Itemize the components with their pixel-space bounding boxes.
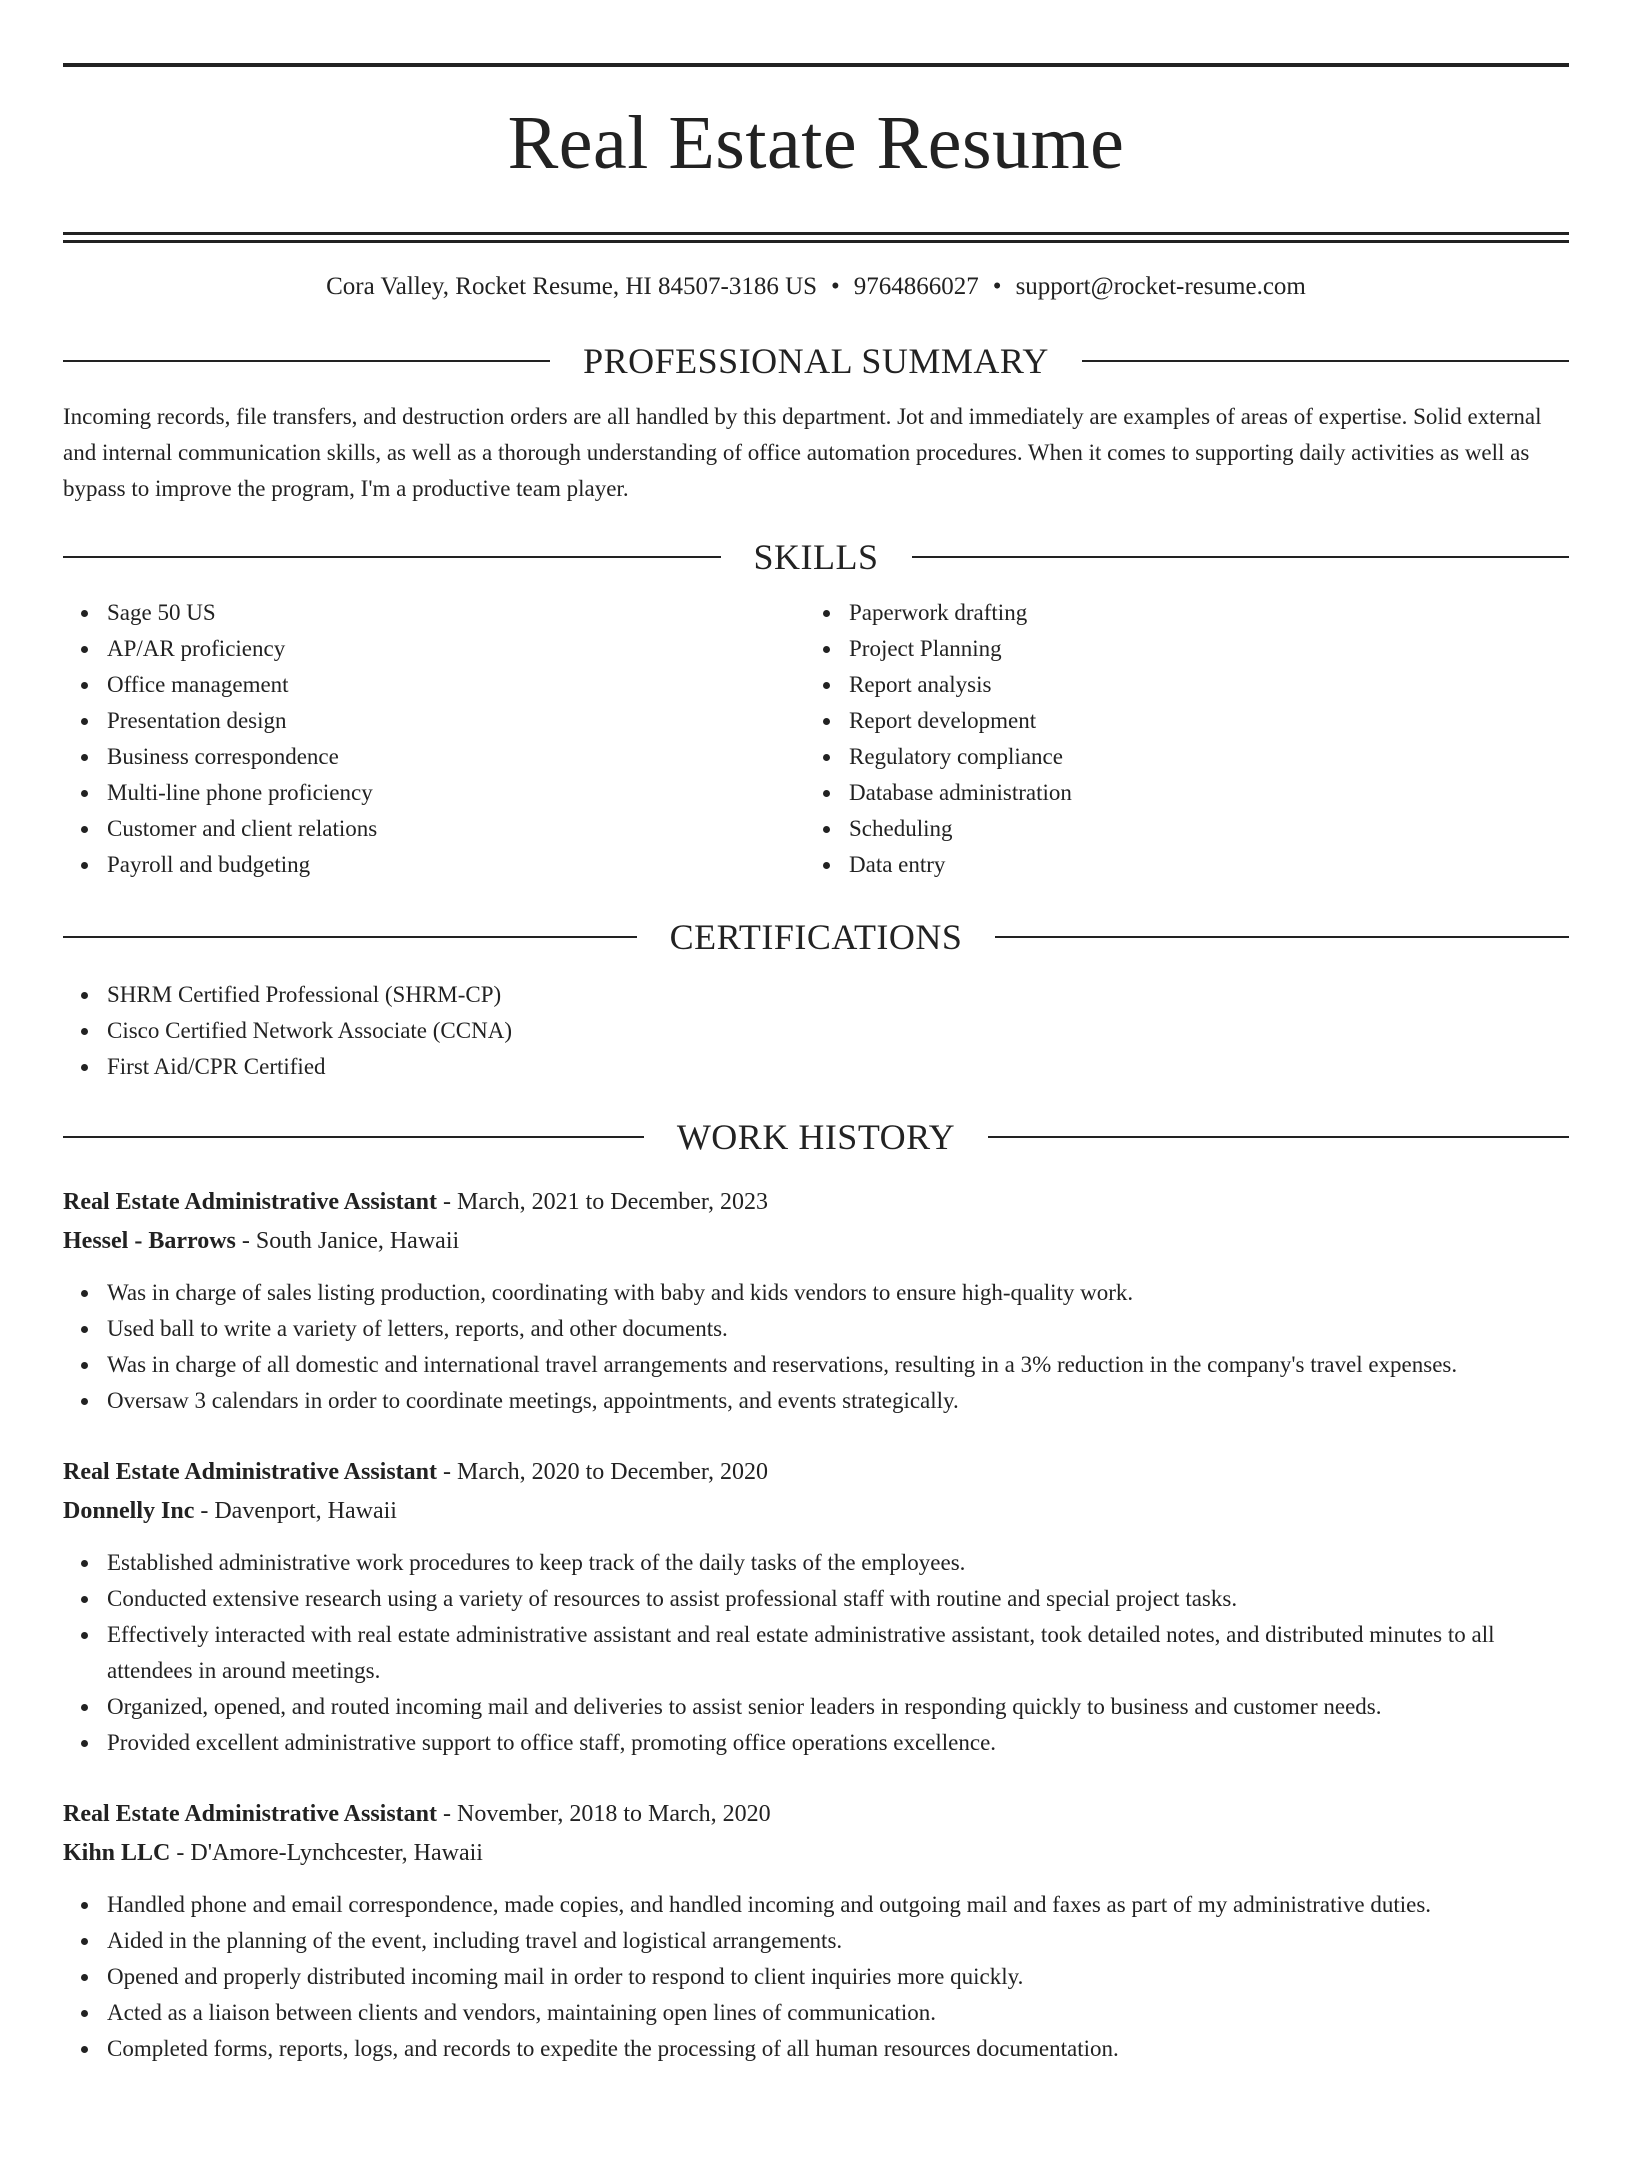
certification-item: SHRM Certified Professional (SHRM-CP) — [107, 977, 1569, 1013]
job-entry — [63, 1453, 1569, 1761]
job-company: Hessel - Barrows — [63, 1227, 236, 1254]
job-bullet: Acted as a liaison between clients and vendors, maintaining open lines of communication. — [107, 1995, 1569, 2031]
job-company-line — [63, 1492, 1569, 1531]
job-bullet: Conducted extensive research using a variety of resources to assist professional staff with routine and special project tasks. — [107, 1581, 1569, 1617]
job-bullet: Aided in the planning of the event, including travel and logistical arrangements. — [107, 1923, 1569, 1959]
title-rule-lower — [63, 240, 1569, 243]
certification-item: First Aid/CPR Certified — [107, 1049, 1569, 1085]
job-bullets — [63, 1887, 1569, 2067]
heading-rule-left — [63, 556, 721, 558]
skill-item: Payroll and budgeting — [107, 847, 849, 883]
job-company: Donnelly Inc — [63, 1497, 195, 1524]
section-title: SKILLS — [753, 536, 879, 577]
skill-item: Data entry — [849, 847, 1569, 883]
job-location: - South Janice, Hawaii — [235, 1227, 460, 1254]
job-company-line — [63, 1222, 1569, 1261]
job-dates: - November, 2018 to March, 2020 — [437, 1800, 771, 1827]
heading-rule-left — [63, 936, 637, 938]
skill-item: Paperwork drafting — [849, 595, 1569, 631]
section-heading-summary — [63, 341, 1569, 381]
section-title: PROFESSIONAL SUMMARY — [583, 340, 1049, 381]
job-dates: - March, 2021 to December, 2023 — [437, 1188, 768, 1215]
section-heading-certifications — [63, 917, 1569, 957]
skills-list-left — [63, 595, 849, 883]
job-location: - Davenport, Hawaii — [194, 1497, 397, 1524]
summary-text: Incoming records, file transfers, and destruction orders are all handled by this department. Jot and immediately are examples of areas of expertise. Solid external and internal communication skills, as well as a thorough understanding of office automation procedures. When it comes to supporting daily activities as well as bypass to improve the program, I'm a productive team player. — [63, 403, 1542, 501]
job-bullet: Completed forms, reports, logs, and records to expedite the processing of all human resources documentation. — [107, 2031, 1569, 2067]
skill-item: Report development — [849, 703, 1569, 739]
job-entry — [63, 1795, 1569, 2067]
skill-item: Presentation design — [107, 703, 849, 739]
skill-item: Sage 50 US — [107, 595, 849, 631]
skill-item: Multi-line phone proficiency — [107, 775, 849, 811]
job-title: Real Estate Administrative Assistant — [63, 1458, 437, 1485]
certification-item: Cisco Certified Network Associate (CCNA) — [107, 1013, 1569, 1049]
contact-email: support@rocket-resume.com — [1015, 272, 1306, 300]
job-bullet: Handled phone and email correspondence, made copies, and handled incoming and outgoing mail and faxes as part of my administrative duties. — [107, 1887, 1569, 1923]
title-rule-upper — [63, 232, 1569, 235]
job-dates: - March, 2020 to December, 2020 — [437, 1458, 768, 1485]
skill-item: Business correspondence — [107, 739, 849, 775]
skill-item: Project Planning — [849, 631, 1569, 667]
page-title: Real Estate Resume — [507, 101, 1125, 185]
job-bullets — [63, 1275, 1569, 1419]
job-bullet: Oversaw 3 calendars in order to coordinate meetings, appointments, and events strategically. — [107, 1383, 1569, 1419]
skill-item: AP/AR proficiency — [107, 631, 849, 667]
skill-item: Office management — [107, 667, 849, 703]
section-heading-work — [63, 1117, 1569, 1157]
section-heading-skills — [63, 537, 1569, 577]
heading-rule-right — [1082, 360, 1569, 362]
section-title: WORK HISTORY — [676, 1116, 956, 1157]
job-bullet: Organized, opened, and routed incoming mail and deliveries to assist senior leaders in responding quickly to business and customer needs. — [107, 1689, 1569, 1725]
heading-rule-right — [995, 936, 1569, 938]
contact-address: Cora Valley, Rocket Resume, HI 84507-3186 US — [326, 272, 818, 300]
job-bullet: Was in charge of all domestic and international travel arrangements and reservations, resulting in a 3% reduction in the company's travel expenses. — [107, 1347, 1569, 1383]
contact-separator: • — [992, 272, 1002, 300]
job-title-line — [63, 1183, 1569, 1222]
job-entry — [63, 1183, 1569, 1419]
job-bullet: Established administrative work procedures to keep track of the daily tasks of the employees. — [107, 1545, 1569, 1581]
contact-separator: • — [831, 272, 840, 300]
job-bullet: Provided excellent administrative support to office staff, promoting office operations excellence. — [107, 1725, 1569, 1761]
skill-item: Scheduling — [849, 811, 1569, 847]
section-title: CERTIFICATIONS — [669, 916, 963, 957]
job-title: Real Estate Administrative Assistant — [63, 1188, 437, 1215]
heading-rule-right — [988, 1136, 1569, 1138]
work-history — [63, 1183, 1569, 2067]
heading-rule-left — [63, 1136, 644, 1138]
certifications-list — [63, 977, 1569, 1085]
job-bullet: Opened and properly distributed incoming mail in order to respond to client inquiries more quickly. — [107, 1959, 1569, 1995]
skill-item: Customer and client relations — [107, 811, 849, 847]
resume-page — [0, 63, 1632, 2175]
job-title-line — [63, 1453, 1569, 1492]
contact-phone: 9764866027 — [853, 272, 979, 300]
heading-rule-left — [63, 360, 550, 362]
skill-item: Report analysis — [849, 667, 1569, 703]
job-location: - D'Amore-Lynchcester, Hawaii — [170, 1839, 483, 1866]
job-bullet: Was in charge of sales listing production, coordinating with baby and kids vendors to ensure high-quality work. — [107, 1275, 1569, 1311]
job-company-line — [63, 1834, 1569, 1873]
skills-columns — [63, 595, 1569, 883]
job-bullet: Used ball to write a variety of letters, reports, and other documents. — [107, 1311, 1569, 1347]
job-title: Real Estate Administrative Assistant — [63, 1800, 437, 1827]
top-rule — [63, 63, 1569, 67]
skills-list-right — [849, 595, 1569, 883]
skill-item: Database administration — [849, 775, 1569, 811]
skill-item: Regulatory compliance — [849, 739, 1569, 775]
job-bullet: Effectively interacted with real estate administrative assistant and real estate administrative assistant, took detailed notes, and distributed minutes to all attendees in around meetings. — [107, 1617, 1569, 1689]
job-bullets — [63, 1545, 1569, 1761]
contact-line — [63, 271, 1569, 303]
job-title-line — [63, 1795, 1569, 1834]
job-company: Kihn LLC — [63, 1839, 171, 1866]
heading-rule-right — [912, 556, 1570, 558]
